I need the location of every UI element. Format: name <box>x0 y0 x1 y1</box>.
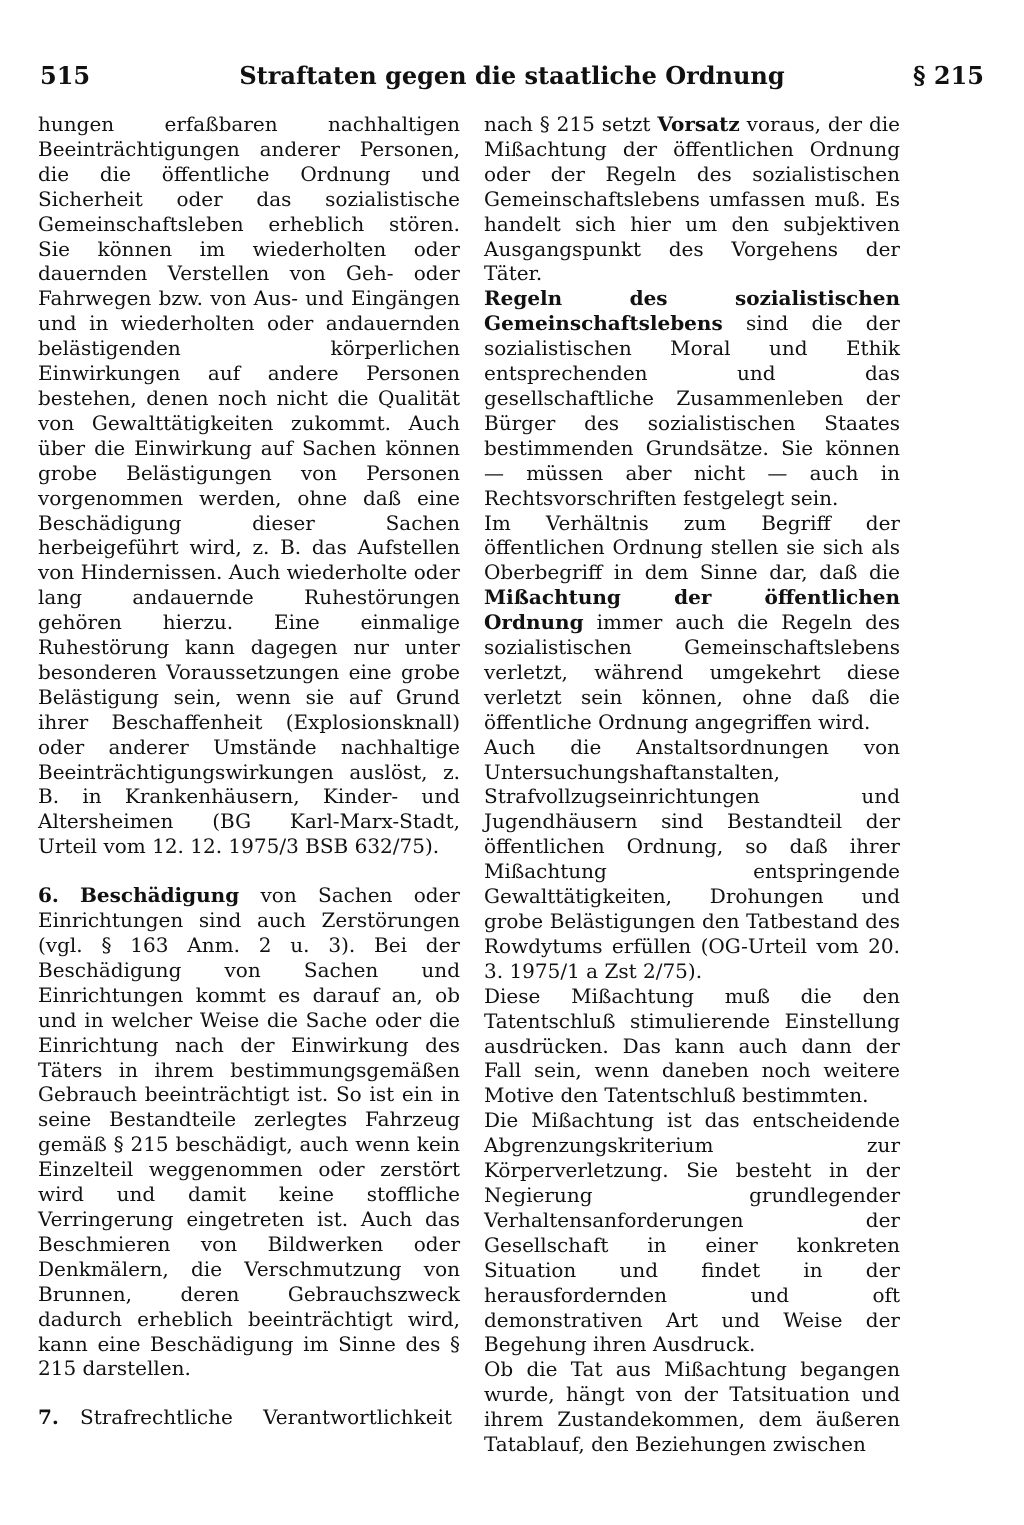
paragraph-continued: hungen erfaßbaren nachhaltigen Beeinträchtigungen anderer Personen, die die öffentliche Ordnung und Sicherheit oder das sozialistische Gemeinschaftsleben erheblich stören. Sie können im wiederholten oder dauernden Verstellen von Geh- oder Fahrwegen bzw. von Aus- und Eingängen und in wiederholten oder andauernden belästigenden körperlichen Einwirkungen auf andere Personen bestehen, denen noch nicht die Qualität von Gewalttätigkeiten zukommt. Auch über die Einwirkung auf Sachen können grobe Belästigungen von Personen vorgenommen werden, ohne daß eine Beschädigung dieser Sachen herbeigeführt wird, z. B. das Aufstellen von Hindernissen. Auch wiederholte oder lang andauernde Ruhestörungen gehören hierzu. Eine einmalige Ruhestörung kann dagegen nur unter besonderen Voraussetzungen eine grobe Belästigung sein, wenn sie auf Grund ihrer Beschaffenheit (Explosionsknall) oder anderer Umstände nachhaltige Beeinträchtigungswirkungen auslöst, z. B. in Krankenhäusern, Kinder- und Altersheimen (BG Karl-Marx-Stadt, Urteil vom 12. 12. 1975/3 BSB 632/75). <box>38 112 460 859</box>
note-text: Strafrechtliche Verantwortlichkeit <box>80 1405 452 1430</box>
paragraph-tatsituation: Ob die Tat aus Mißachtung begangen wurde, hängt von der Tatsituation und ihrem Zustandekommen, dem äußeren Tatablauf, den Beziehungen zwischen <box>484 1357 900 1457</box>
chapter-title: Straftaten gegen die staatliche Ordnung <box>239 61 785 90</box>
note-keyword: Beschädigung <box>80 883 240 908</box>
paragraph-text: nach § 215 setzt <box>484 112 658 136</box>
note-7-line <box>38 1405 460 1430</box>
note-number: 7. <box>38 1405 59 1430</box>
paragraph-verhaeltnis <box>484 511 900 735</box>
paragraph-text: voraus, der die Mißachtung der öffentlichen Ordnung oder der Regeln des sozialistischen Gemeinschaftslebens umfassen muß. Es handelt sich hier um den subjektiven Ausgangspunkt des Vorgehens der Täter. <box>484 112 901 286</box>
paragraph-text: immer auch die Regeln des sozialistischen Gemeinschaftslebens verletzt, während umgekehrt diese verletzt sein können, ohne daß die öffentliche Ordnung angegriffen wird. <box>484 610 900 734</box>
keyword-vorsatz: Vorsatz <box>657 112 740 136</box>
left-column <box>38 112 460 1430</box>
paragraph-vorsatz <box>484 112 900 286</box>
paragraph-tatentschluss: Diese Mißachtung muß die den Tatentschluß stimulierende Einstellung ausdrücken. Das kann auch dann der Fall sein, wenn daneben noch weitere Motive den Tatentschluß bestimmten. <box>484 983 900 1108</box>
keyword-missachtung: Mißachtung der öffentlichen Ordnung <box>484 585 900 635</box>
paragraph-text: Im Verhältnis zum Begriff der öffentlichen Ordnung stellen sie sich als Oberbegriff in dem Sinne dar, daß die <box>484 510 900 585</box>
note-number: 6. <box>38 883 59 908</box>
paragraph-note-6 <box>38 883 460 1381</box>
paragraph-regeln <box>484 286 900 510</box>
paragraph-text: sind die der sozialistischen Moral und Ethik entsprechenden und das gesellschaftliche Zusammenleben der Bürger des sozialistischen Staates bestimmenden Grundsätze. Sie können — müssen aber nicht — auch in Rechtsvorschriften festgelegt sein. <box>484 311 900 510</box>
right-column <box>484 112 900 1457</box>
paragraph-anstaltsordnungen: Auch die Anstaltsordnungen von Untersuchungshaftanstalten, Strafvollzugseinrichtungen und Jugendhäusern sind Bestandteil der öffentlichen Ordnung, so daß ihrer Mißachtung entspringende Gewalttätigkeiten, Drohungen und grobe Belästigungen den Tatbestand des Rowdytums erfüllen (OG-Urteil vom 20. 3. 1975/1 a Zst 2/75). <box>484 734 900 983</box>
running-header <box>40 60 984 96</box>
paragraph-abgrenzung: Die Mißachtung ist das entscheidende Abgrenzungskriterium zur Körperverletzung. Sie besteht in der Negierung grundlegender Verhaltensanforderungen der Gesellschaft in einer konkreten Situation und findet in der herausfordernden und oft demonstrativen Art und Weise der Begehung ihren Ausdruck. <box>484 1108 900 1357</box>
paragraph-note-7 <box>38 1405 460 1430</box>
keyword-regeln: Regeln des sozialistischen Gemeinschaftslebens <box>484 286 900 336</box>
note-text: von Sachen oder Einrichtungen sind auch Zerstörungen (vgl. § 163 Anm. 2 u. 3). Bei der Beschädigung von Sachen und Einrichtungen kommt es darauf an, ob und in welcher Weise die Sache oder die Einrichtung nach der Einwirkung des Täters in ihrem bestimmungsgemäßen Gebrauch beeinträchtigt ist. So ist ein in seine Bestandteile zerlegtes Fahrzeug gemäß § 215 beschädigt, auch wenn kein Einzelteil weggenommen oder zerstört wird und damit keine stoffliche Verringerung eingetreten ist. Auch das Beschmieren von Bildwerken oder Denkmälern, die Verschmutzung von Brunnen, deren Gebrauchszweck dadurch erheblich beeinträchtigt wird, kann eine Beschädigung im Sinne des § 215 darstellen. <box>38 883 460 1381</box>
section-reference: § 215 <box>912 61 984 90</box>
page-number: 515 <box>40 61 91 90</box>
